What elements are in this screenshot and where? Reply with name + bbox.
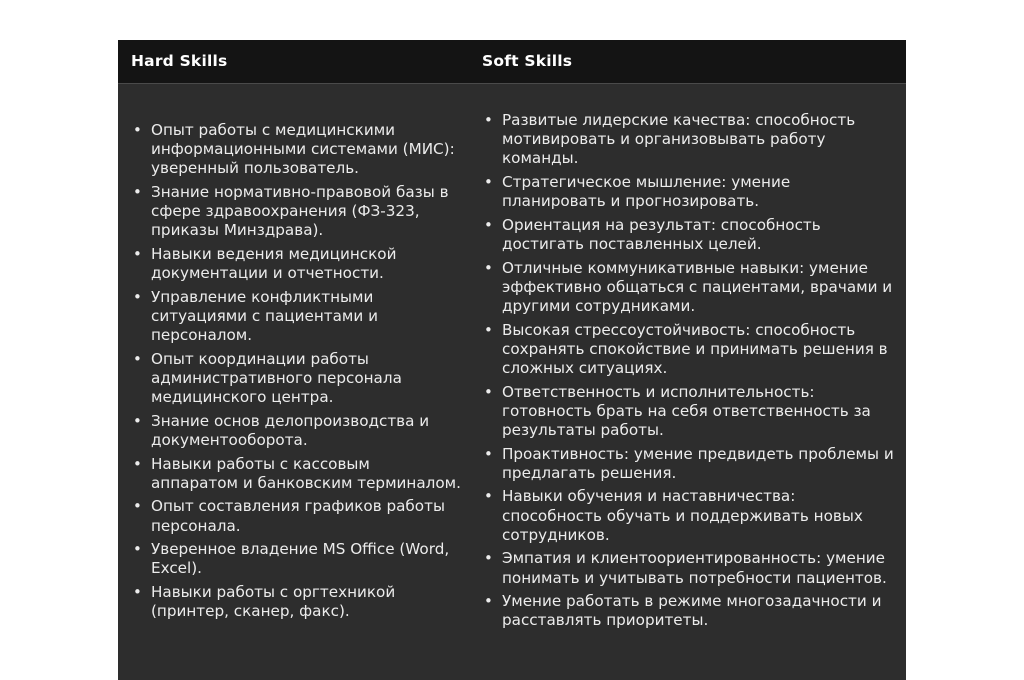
soft-skill-text: Высокая стрессоустойчивость: способность сохранять спокойствие и принимать решения в сложных ситуациях. (502, 320, 888, 377)
soft-skill-item (482, 259, 898, 317)
soft-skill-item (482, 592, 898, 630)
soft-skill-text: Эмпатия и клиентоориентированность: умение понимать и учитывать потребности пациентов. (502, 549, 887, 587)
hard-skill-text: Знание нормативно-правовой базы в сфере здравоохранения (ФЗ-323, приказы Минздрава). (151, 183, 449, 240)
soft-skills-list (482, 111, 898, 635)
hard-skill-text: Навыки работы с оргтехникой (принтер, сканер, факс). (151, 582, 396, 621)
soft-skill-text: Умение работать в режиме многозадачности и расставлять приоритеты. (502, 592, 882, 630)
bullet-icon: • (484, 487, 493, 506)
soft-skill-text: Отличные коммуникативные навыки: умение эффективно общаться с пациентами, врачами и другими сотрудниками. (502, 258, 893, 315)
skills-table (118, 40, 906, 680)
soft-skill-text: Ориентация на результат: способность достигать поставленных целей. (502, 215, 821, 253)
bullet-icon: • (484, 444, 493, 463)
bullet-icon: • (133, 411, 142, 430)
hard-skill-text: Опыт работы с медицинскими информационными системами (МИС): уверенный пользователь. (151, 121, 455, 178)
bullet-icon: • (133, 121, 142, 139)
hard-skill-item (131, 245, 461, 283)
soft-skill-text: Навыки обучения и наставничества: способность обучать и поддерживать новых сотрудников. (502, 487, 863, 544)
soft-skill-item (482, 111, 898, 169)
bullet-icon: • (484, 215, 493, 234)
hard-skill-item (131, 412, 461, 450)
soft-skill-text: Развитые лидерские качества: способность мотивировать и организовывать работу команды. (502, 111, 856, 168)
hard-skill-text: Опыт составления графиков работы персонала. (151, 497, 445, 535)
hard-skills-list (131, 121, 461, 626)
soft-skill-item (482, 383, 898, 441)
hard-skill-item (131, 288, 461, 346)
bullet-icon: • (484, 320, 493, 339)
hard-skill-item (131, 455, 461, 493)
bullet-icon: • (133, 582, 142, 601)
bullet-icon: • (484, 592, 493, 611)
bullet-icon: • (133, 349, 142, 368)
hard-skill-text: Уверенное владение MS Office (Word, Excel). (151, 540, 450, 578)
soft-skill-item (482, 487, 898, 545)
table-header-row (118, 40, 906, 84)
hard-skill-text: Знание основ делопроизводства и документооборота. (151, 411, 430, 449)
soft-skill-text: Ответственность и исполнительность: готовность брать на себя ответственность за результаты работы. (502, 382, 871, 439)
soft-skill-item (482, 216, 898, 254)
bullet-icon: • (484, 173, 493, 191)
hard-skill-item (131, 497, 461, 535)
soft-skill-item (482, 445, 898, 483)
hard-skill-text: Навыки работы с кассовым аппаратом и банковским терминалом. (151, 454, 461, 492)
hard-skill-text: Навыки ведения медицинской документации и отчетности. (151, 245, 397, 283)
bullet-icon: • (133, 245, 142, 263)
soft-skill-text: Стратегическое мышление: умение планировать и прогнозировать. (502, 173, 791, 211)
bullet-icon: • (133, 454, 142, 473)
soft-skill-item (482, 321, 898, 379)
hard-skill-text: Опыт координации работы административного персонала медицинского центра. (151, 349, 402, 407)
hard-skill-item (131, 121, 461, 179)
hard-skill-item (131, 183, 461, 241)
bullet-icon: • (133, 497, 142, 516)
bullet-icon: • (484, 549, 493, 568)
bullet-icon: • (484, 382, 493, 401)
bullet-icon: • (484, 111, 493, 129)
bullet-icon: • (133, 183, 142, 201)
soft-skills-header: Soft Skills (482, 52, 573, 70)
bullet-icon: • (133, 287, 142, 306)
bullet-icon: • (133, 540, 142, 559)
hard-skill-item (131, 583, 461, 621)
soft-skill-text: Проактивность: умение предвидеть проблемы и предлагать решения. (502, 444, 894, 482)
soft-skill-item (482, 173, 898, 211)
hard-skill-item (131, 540, 461, 578)
bullet-icon: • (484, 258, 493, 277)
hard-skill-text: Управление конфликтными ситуациями с пациентами и персоналом. (151, 287, 378, 345)
hard-skills-header: Hard Skills (131, 52, 228, 70)
soft-skill-item (482, 549, 898, 587)
hard-skill-item (131, 350, 461, 408)
